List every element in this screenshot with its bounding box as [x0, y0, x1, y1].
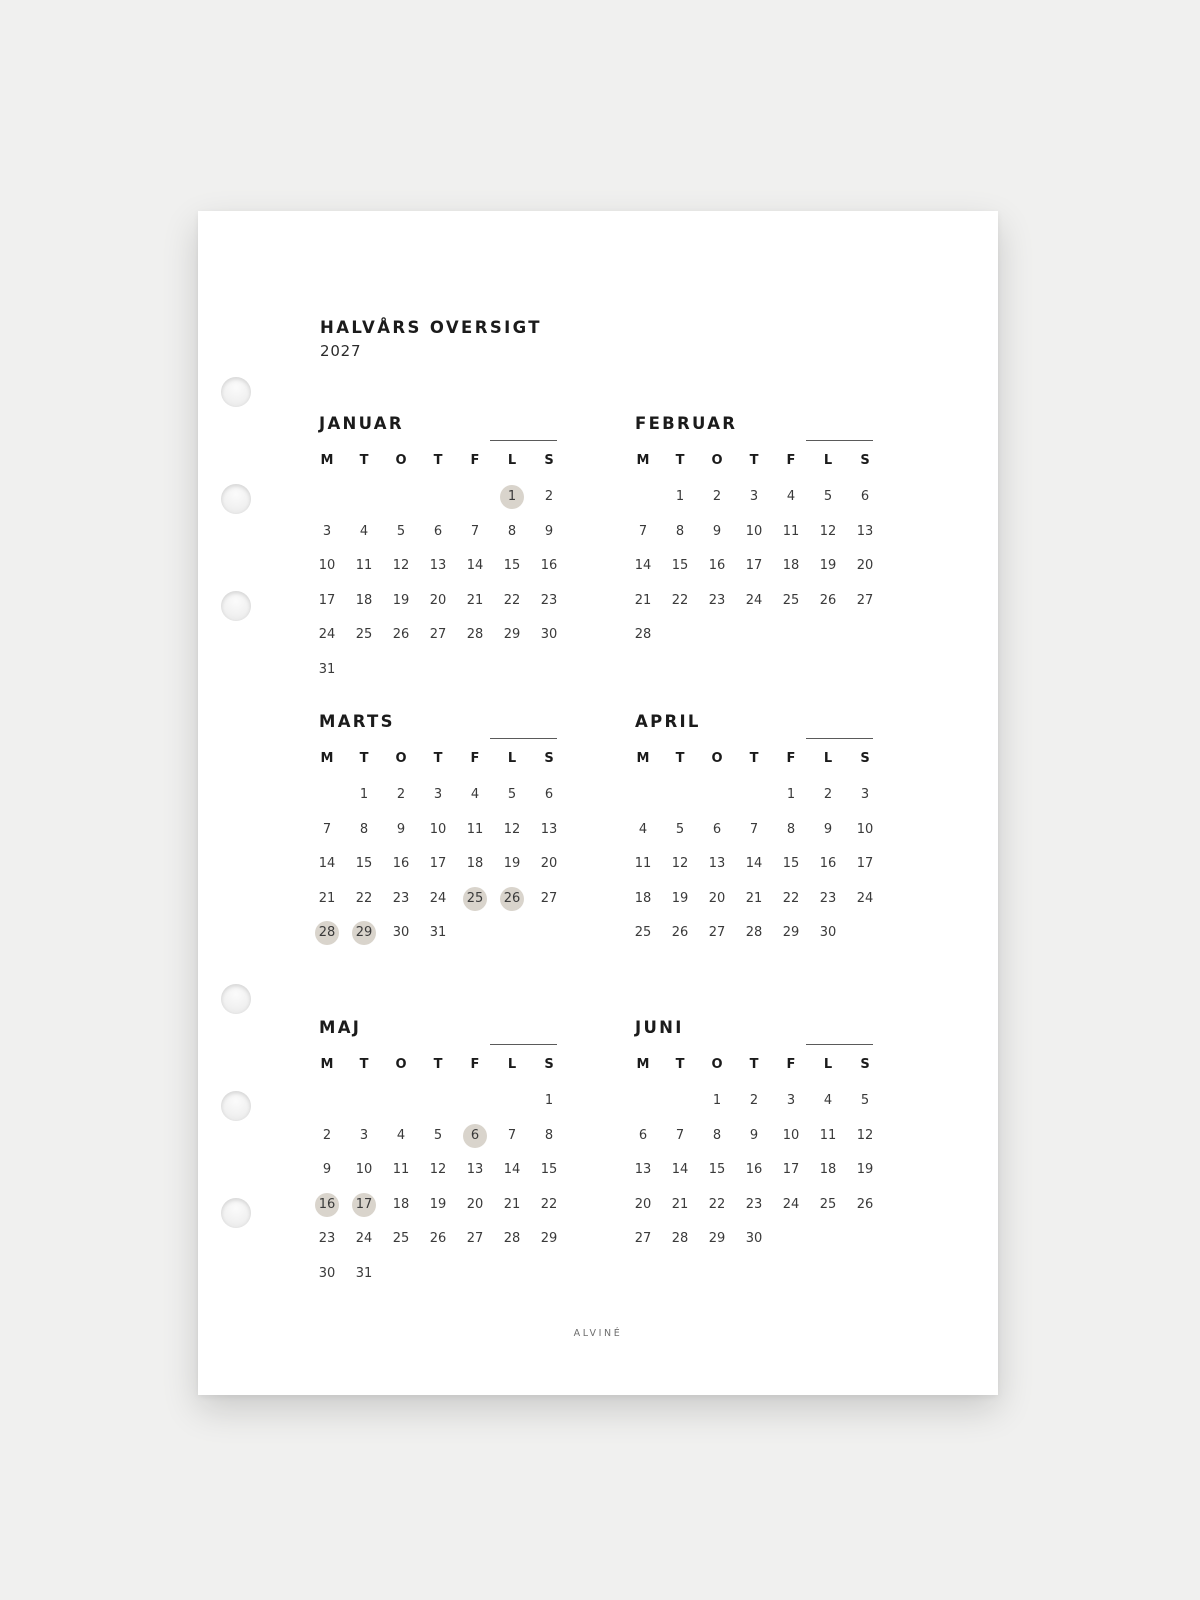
day-cell[interactable]: 23 — [708, 592, 726, 608]
day-cell-highlighted[interactable]: 28 — [315, 921, 339, 945]
weekday-label: T — [433, 1057, 443, 1072]
day-cell[interactable]: 5 — [433, 1127, 443, 1143]
day-cell[interactable]: 23 — [318, 1231, 336, 1246]
weekday-label: M — [320, 1057, 334, 1072]
day-cell[interactable]: 5 — [396, 523, 406, 539]
day-cell[interactable]: 23 — [745, 1196, 763, 1212]
day-cell[interactable]: 27 — [466, 1231, 484, 1246]
weekday-label: F — [470, 453, 480, 468]
day-cell[interactable]: 17 — [856, 856, 874, 871]
weekday-label: T — [359, 1057, 369, 1072]
day-cell[interactable]: 11 — [634, 856, 652, 871]
day-cell[interactable]: 22 — [782, 890, 800, 906]
day-cell[interactable]: 17 — [429, 856, 447, 871]
weekday-label: O — [711, 1057, 723, 1072]
day-cell[interactable]: 8 — [675, 523, 685, 539]
month-title: MAJ — [319, 1018, 362, 1037]
binder-hole — [221, 1198, 251, 1228]
day-cell[interactable]: 8 — [786, 821, 796, 837]
weekday-label: T — [675, 1057, 685, 1072]
day-cell[interactable]: 26 — [429, 1231, 447, 1246]
day-cell[interactable]: 2 — [823, 787, 833, 802]
day-cell[interactable]: 27 — [429, 627, 447, 642]
day-cell[interactable]: 13 — [466, 1162, 484, 1177]
day-cell[interactable]: 22 — [540, 1196, 558, 1212]
day-cell[interactable]: 14 — [745, 856, 763, 871]
day-cell-highlighted[interactable]: 16 — [315, 1193, 339, 1217]
day-cell[interactable]: 24 — [355, 1231, 373, 1246]
weekday-label: O — [711, 751, 723, 766]
day-cell[interactable]: 23 — [540, 592, 558, 608]
day-cell[interactable]: 11 — [466, 821, 484, 837]
weekday-label: M — [636, 1057, 650, 1072]
weekday-label: T — [749, 751, 759, 766]
weekday-label: L — [507, 453, 517, 468]
day-cell[interactable]: 22 — [503, 592, 521, 608]
day-cell[interactable]: 23 — [819, 890, 837, 906]
day-cell-highlighted[interactable]: 26 — [500, 887, 524, 911]
day-cell[interactable]: 4 — [396, 1127, 406, 1143]
day-cell[interactable]: 12 — [503, 821, 521, 837]
day-cell[interactable]: 20 — [540, 856, 558, 871]
day-cell[interactable]: 30 — [392, 925, 410, 940]
month-block-april — [636, 712, 876, 1012]
day-cell[interactable]: 25 — [819, 1196, 837, 1212]
day-cell[interactable]: 25 — [392, 1231, 410, 1246]
weekday-label: M — [320, 751, 334, 766]
day-cell[interactable]: 18 — [634, 890, 652, 906]
page-year: 2027 — [320, 342, 362, 360]
binder-hole — [221, 484, 251, 514]
weekday-label: M — [320, 453, 334, 468]
day-cell[interactable]: 8 — [712, 1127, 722, 1143]
day-cell[interactable]: 10 — [745, 523, 763, 539]
binder-hole — [221, 984, 251, 1014]
day-cell[interactable]: 6 — [544, 787, 554, 802]
weekday-label: F — [470, 751, 480, 766]
day-cell[interactable]: 11 — [782, 523, 800, 539]
month-note-line — [806, 440, 873, 441]
weekday-label: L — [823, 453, 833, 468]
day-cell[interactable]: 26 — [856, 1196, 874, 1212]
day-cell[interactable]: 26 — [671, 925, 689, 940]
day-cell[interactable]: 4 — [470, 787, 480, 802]
day-cell[interactable]: 25 — [782, 592, 800, 608]
binder-hole — [221, 377, 251, 407]
day-cell[interactable]: 24 — [318, 627, 336, 642]
day-cell[interactable]: 13 — [856, 523, 874, 539]
day-cell[interactable]: 15 — [782, 856, 800, 871]
day-cell[interactable]: 14 — [671, 1162, 689, 1177]
weekday-label: L — [507, 1057, 517, 1072]
day-cell[interactable]: 10 — [429, 821, 447, 837]
day-cell[interactable]: 18 — [355, 592, 373, 608]
day-cell[interactable]: 3 — [359, 1127, 369, 1143]
day-cell[interactable]: 16 — [745, 1162, 763, 1177]
day-cell[interactable]: 1 — [786, 787, 796, 802]
day-cell[interactable]: 30 — [540, 627, 558, 642]
weekday-label: S — [860, 1057, 870, 1072]
weekday-label: T — [675, 453, 685, 468]
day-cell[interactable]: 31 — [318, 661, 336, 677]
day-cell[interactable]: 21 — [671, 1196, 689, 1212]
day-cell[interactable]: 12 — [392, 558, 410, 573]
day-cell[interactable]: 27 — [540, 890, 558, 906]
day-cell[interactable]: 2 — [396, 787, 406, 802]
day-cell[interactable]: 29 — [503, 627, 521, 642]
day-cell[interactable]: 14 — [503, 1162, 521, 1177]
day-cell[interactable]: 14 — [466, 558, 484, 573]
day-cell[interactable]: 19 — [819, 558, 837, 573]
day-cell[interactable]: 13 — [634, 1162, 652, 1177]
day-cell[interactable]: 28 — [466, 627, 484, 642]
month-note-line — [806, 738, 873, 739]
day-cell[interactable]: 16 — [819, 856, 837, 871]
weekday-label: T — [749, 1057, 759, 1072]
month-note-line — [806, 1044, 873, 1045]
month-title: MARTS — [319, 712, 395, 731]
day-cell[interactable]: 5 — [823, 489, 833, 504]
day-cell[interactable]: 2 — [749, 1093, 759, 1108]
day-cell[interactable]: 19 — [856, 1162, 874, 1177]
day-cell[interactable]: 13 — [540, 821, 558, 837]
day-cell[interactable]: 20 — [466, 1196, 484, 1212]
day-cell-highlighted[interactable]: 1 — [500, 485, 524, 509]
day-cell[interactable]: 21 — [634, 592, 652, 608]
day-cell[interactable]: 12 — [819, 523, 837, 539]
month-block-marts — [320, 712, 560, 1012]
weekday-label: L — [823, 751, 833, 766]
day-cell[interactable]: 15 — [671, 558, 689, 573]
day-cell[interactable]: 13 — [708, 856, 726, 871]
binder-hole — [221, 591, 251, 621]
day-cell[interactable]: 14 — [634, 558, 652, 573]
day-cell[interactable]: 12 — [856, 1127, 874, 1143]
day-cell[interactable]: 20 — [856, 558, 874, 573]
day-cell[interactable]: 5 — [675, 821, 685, 837]
day-cell[interactable]: 28 — [634, 627, 652, 642]
weekday-label: L — [823, 1057, 833, 1072]
binder-hole — [221, 1091, 251, 1121]
day-cell[interactable]: 22 — [671, 592, 689, 608]
month-block-juni — [636, 1018, 876, 1318]
weekday-label: F — [786, 751, 796, 766]
day-cell[interactable]: 11 — [392, 1162, 410, 1177]
day-cell[interactable]: 1 — [712, 1093, 722, 1108]
day-cell[interactable]: 15 — [708, 1162, 726, 1177]
day-cell[interactable]: 3 — [749, 489, 759, 504]
day-cell[interactable]: 6 — [860, 489, 870, 504]
day-cell[interactable]: 27 — [856, 592, 874, 608]
day-cell[interactable]: 1 — [675, 489, 685, 504]
day-cell[interactable]: 10 — [856, 821, 874, 837]
day-cell[interactable]: 22 — [708, 1196, 726, 1212]
weekday-label: M — [636, 453, 650, 468]
day-cell[interactable]: 6 — [433, 523, 443, 539]
day-cell[interactable]: 27 — [708, 925, 726, 940]
day-cell[interactable]: 2 — [544, 489, 554, 504]
day-cell[interactable]: 2 — [712, 489, 722, 504]
day-cell[interactable]: 24 — [429, 890, 447, 906]
day-cell[interactable]: 15 — [540, 1162, 558, 1177]
day-cell[interactable]: 7 — [322, 821, 332, 837]
day-cell[interactable]: 20 — [429, 592, 447, 608]
day-cell[interactable]: 5 — [507, 787, 517, 802]
day-cell[interactable]: 26 — [819, 592, 837, 608]
day-cell[interactable]: 4 — [638, 821, 648, 837]
day-cell[interactable]: 9 — [396, 821, 406, 837]
day-cell[interactable]: 18 — [782, 558, 800, 573]
day-cell[interactable]: 11 — [819, 1127, 837, 1143]
day-cell-highlighted[interactable]: 25 — [463, 887, 487, 911]
weekday-label: L — [507, 751, 517, 766]
day-cell[interactable]: 3 — [322, 523, 332, 539]
day-cell[interactable]: 9 — [322, 1162, 332, 1177]
day-cell[interactable]: 18 — [466, 856, 484, 871]
day-cell[interactable]: 31 — [355, 1265, 373, 1281]
day-cell[interactable]: 21 — [466, 592, 484, 608]
day-cell[interactable]: 6 — [638, 1127, 648, 1143]
day-cell[interactable]: 4 — [823, 1093, 833, 1108]
month-block-februar — [636, 414, 876, 714]
day-cell[interactable]: 28 — [503, 1231, 521, 1246]
weekday-label: S — [860, 453, 870, 468]
day-cell[interactable]: 25 — [355, 627, 373, 642]
day-cell[interactable]: 5 — [860, 1093, 870, 1108]
weekday-label: O — [395, 453, 407, 468]
month-title: JANUAR — [319, 414, 404, 433]
day-cell[interactable]: 10 — [782, 1127, 800, 1143]
day-cell[interactable]: 29 — [708, 1231, 726, 1246]
day-cell-highlighted[interactable]: 29 — [352, 921, 376, 945]
month-note-line — [490, 1044, 557, 1045]
weekday-label: T — [749, 453, 759, 468]
day-cell[interactable]: 29 — [540, 1231, 558, 1246]
day-cell[interactable]: 3 — [433, 787, 443, 802]
day-cell[interactable]: 7 — [470, 523, 480, 539]
day-cell[interactable]: 16 — [392, 856, 410, 871]
weekday-label: T — [675, 751, 685, 766]
day-cell[interactable]: 31 — [429, 925, 447, 940]
day-cell[interactable]: 1 — [359, 787, 369, 802]
weekday-label: T — [433, 751, 443, 766]
day-cell[interactable]: 20 — [708, 890, 726, 906]
day-cell[interactable]: 18 — [819, 1162, 837, 1177]
weekday-label: T — [359, 751, 369, 766]
day-cell[interactable]: 16 — [540, 558, 558, 573]
weekday-label: F — [470, 1057, 480, 1072]
day-cell[interactable]: 12 — [429, 1162, 447, 1177]
day-cell[interactable]: 4 — [786, 489, 796, 504]
day-cell[interactable]: 21 — [318, 890, 336, 906]
day-cell[interactable]: 17 — [782, 1162, 800, 1177]
weekday-label: F — [786, 1057, 796, 1072]
month-title: JUNI — [635, 1018, 684, 1037]
day-cell[interactable]: 18 — [392, 1196, 410, 1212]
day-cell[interactable]: 12 — [671, 856, 689, 871]
day-cell[interactable]: 30 — [819, 925, 837, 940]
day-cell[interactable]: 3 — [786, 1093, 796, 1108]
day-cell[interactable]: 21 — [503, 1196, 521, 1212]
day-cell-highlighted[interactable]: 6 — [463, 1124, 487, 1148]
day-cell[interactable]: 14 — [318, 856, 336, 871]
day-cell[interactable]: 19 — [671, 890, 689, 906]
day-cell[interactable]: 9 — [749, 1127, 759, 1143]
weekday-label: S — [860, 751, 870, 766]
weekday-label: S — [544, 1057, 554, 1072]
month-block-maj — [320, 1018, 560, 1318]
day-cell[interactable]: 27 — [634, 1231, 652, 1246]
day-cell[interactable]: 19 — [503, 856, 521, 871]
day-cell[interactable]: 2 — [322, 1127, 332, 1143]
day-cell[interactable]: 24 — [745, 592, 763, 608]
weekday-label: O — [711, 453, 723, 468]
day-cell[interactable]: 15 — [355, 856, 373, 871]
day-cell[interactable]: 19 — [429, 1196, 447, 1212]
day-cell[interactable]: 9 — [823, 821, 833, 837]
planner-page — [198, 211, 998, 1395]
day-cell[interactable]: 17 — [318, 592, 336, 608]
day-cell[interactable]: 8 — [359, 821, 369, 837]
day-cell[interactable]: 1 — [544, 1093, 554, 1108]
day-cell[interactable]: 17 — [745, 558, 763, 573]
day-cell[interactable]: 24 — [856, 890, 874, 906]
day-cell[interactable]: 7 — [749, 821, 759, 837]
day-cell[interactable]: 13 — [429, 558, 447, 573]
brand-logo: ALVINÉ — [573, 1328, 623, 1339]
day-cell[interactable]: 3 — [860, 787, 870, 802]
day-cell[interactable]: 16 — [708, 558, 726, 573]
day-cell[interactable]: 7 — [507, 1127, 517, 1143]
month-note-line — [490, 440, 557, 441]
weekday-label: O — [395, 1057, 407, 1072]
day-cell-highlighted[interactable]: 17 — [352, 1193, 376, 1217]
day-cell[interactable]: 8 — [507, 523, 517, 539]
day-cell[interactable]: 7 — [675, 1127, 685, 1143]
day-cell[interactable]: 23 — [392, 890, 410, 906]
page-title: HALVÅRS OVERSIGT — [320, 318, 542, 337]
day-cell[interactable]: 8 — [544, 1127, 554, 1143]
day-cell[interactable]: 22 — [355, 890, 373, 906]
day-cell[interactable]: 20 — [634, 1196, 652, 1212]
day-cell[interactable]: 19 — [392, 592, 410, 608]
day-cell[interactable]: 24 — [782, 1196, 800, 1212]
day-cell[interactable]: 26 — [392, 627, 410, 642]
month-note-line — [490, 738, 557, 739]
day-cell[interactable]: 28 — [745, 925, 763, 940]
day-cell[interactable]: 25 — [634, 925, 652, 940]
day-cell[interactable]: 15 — [503, 558, 521, 573]
day-cell[interactable]: 9 — [712, 523, 722, 539]
day-cell[interactable]: 29 — [782, 925, 800, 940]
day-cell[interactable]: 30 — [318, 1265, 336, 1281]
month-title: APRIL — [635, 712, 701, 731]
day-cell[interactable]: 7 — [638, 523, 648, 539]
month-block-januar — [320, 414, 560, 714]
weekday-label: F — [786, 453, 796, 468]
day-cell[interactable]: 28 — [671, 1231, 689, 1246]
weekday-label: T — [433, 453, 443, 468]
day-cell[interactable]: 30 — [745, 1231, 763, 1246]
day-cell[interactable]: 11 — [355, 558, 373, 573]
weekday-label: O — [395, 751, 407, 766]
day-cell[interactable]: 21 — [745, 890, 763, 906]
month-title: FEBRUAR — [635, 414, 738, 433]
weekday-label: T — [359, 453, 369, 468]
day-cell[interactable]: 9 — [544, 523, 554, 539]
day-cell[interactable]: 6 — [712, 821, 722, 837]
weekday-label: M — [636, 751, 650, 766]
day-cell[interactable]: 4 — [359, 523, 369, 539]
day-cell[interactable]: 10 — [318, 558, 336, 573]
weekday-label: S — [544, 751, 554, 766]
day-cell[interactable]: 10 — [355, 1162, 373, 1177]
weekday-label: S — [544, 453, 554, 468]
